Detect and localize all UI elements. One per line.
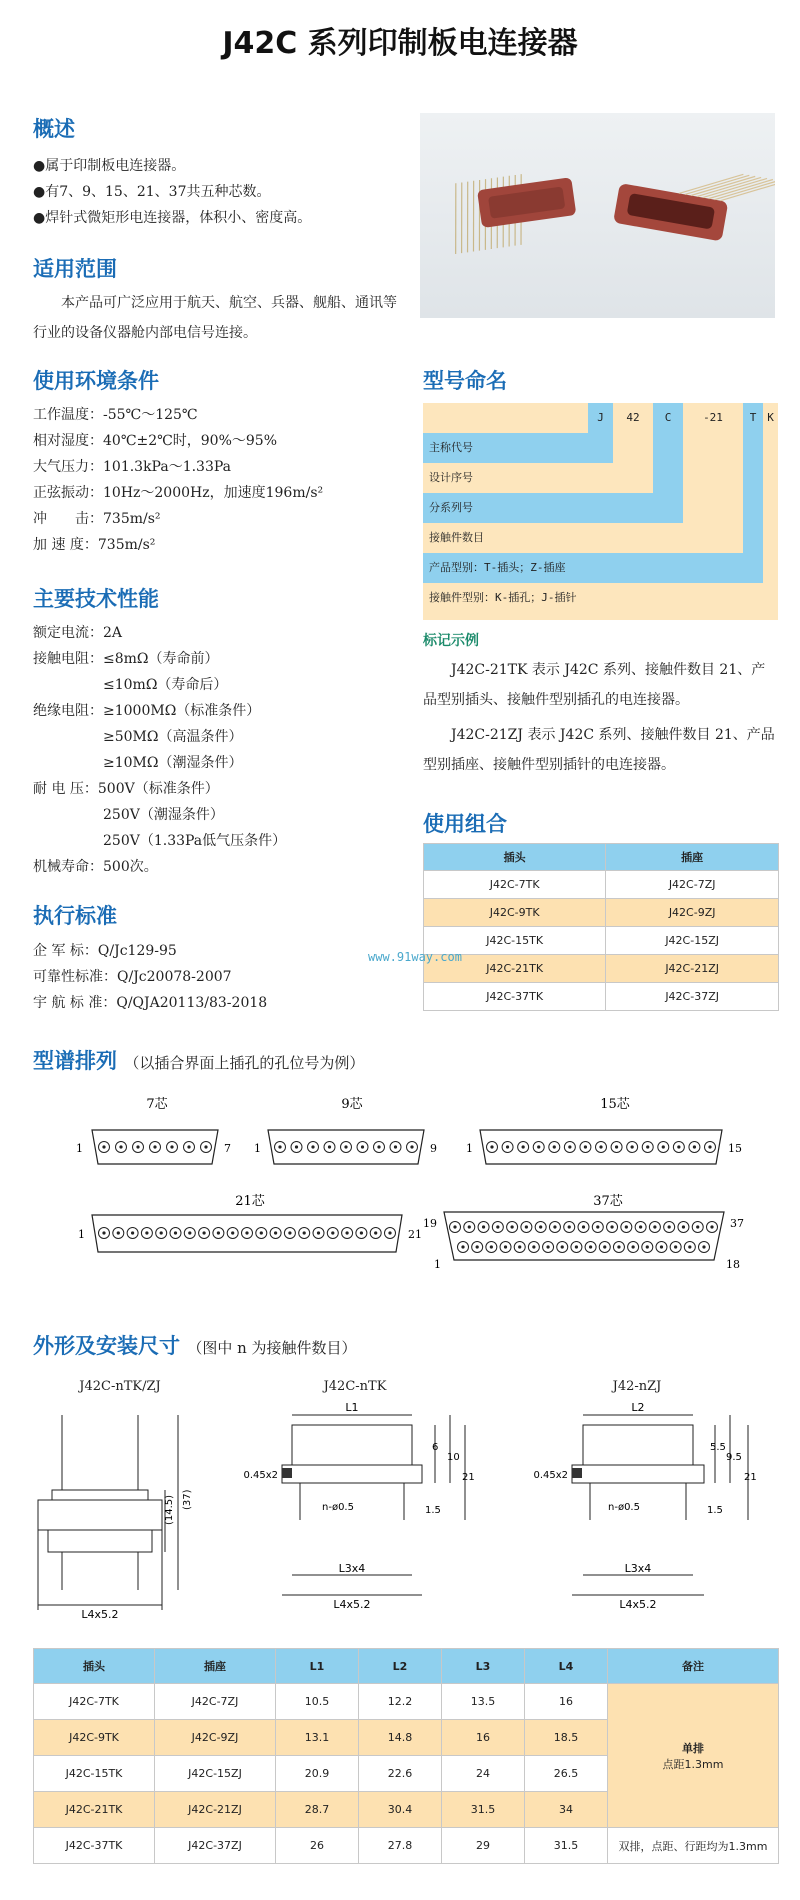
naming-code: -21 (703, 411, 723, 424)
environment-list (33, 402, 323, 558)
pin-dot (506, 1145, 509, 1148)
combination-heading: 使用组合 (423, 812, 507, 836)
pin-dot (490, 1145, 493, 1148)
combination-table (423, 843, 779, 1011)
layout-heading-text: 型谱排列 (33, 1049, 117, 1073)
table-cell: J42C-37TK (34, 1828, 155, 1864)
connector-photo-image (420, 113, 775, 318)
dim-label: (37) (182, 1489, 193, 1510)
table-cell: 30.4 (359, 1792, 442, 1828)
pin-dot (453, 1225, 456, 1228)
table-cell: J42C-37ZJ (606, 983, 779, 1011)
note-line: 单排 (682, 1741, 704, 1755)
pin-dot (525, 1225, 528, 1228)
pin-label: 37 (730, 1217, 744, 1230)
pin-dot (617, 1245, 620, 1248)
standards-item: 宇 航 标 准：Q/QJA20113/83-2018 (33, 995, 268, 1011)
pin-dot (568, 1145, 571, 1148)
drawing-side-view (38, 1415, 178, 1610)
dimensions-heading (33, 1330, 357, 1360)
pin-dot (639, 1225, 642, 1228)
table-row (424, 983, 779, 1011)
performance-item: ≤10mΩ（寿命后） (33, 677, 228, 693)
naming-code: J (597, 411, 604, 424)
pin-dot (599, 1145, 602, 1148)
table-cell: J42C-15TK (424, 927, 606, 955)
dim-label: 9.5 (726, 1452, 742, 1463)
pin-layout-diagrams (0, 1090, 800, 1290)
chamfer-mark (282, 1468, 292, 1478)
pin-dot (632, 1245, 635, 1248)
table-cell: J42C-9TK (34, 1720, 155, 1756)
environment-item: 工作温度：-55℃～125℃ (33, 407, 198, 423)
pin-dot (361, 1145, 364, 1148)
pin-dot (188, 1231, 191, 1234)
pin-dot (561, 1245, 564, 1248)
page-title: J42C 系列印制板电连接器 (222, 26, 578, 61)
pin-dot (203, 1231, 206, 1234)
connector-7-pins (99, 1142, 212, 1153)
table-cell: J42C-37ZJ (155, 1828, 276, 1864)
pin-dot (187, 1145, 190, 1148)
dimension-drawings (0, 1370, 800, 1630)
dim-label: 6 (432, 1442, 439, 1453)
column-header: L1 (276, 1649, 359, 1684)
pin-dot (504, 1245, 507, 1248)
table-row (424, 955, 779, 983)
dim-label: 5.5 (710, 1442, 726, 1453)
drawing-title: J42C-nTK (323, 1379, 387, 1394)
column-header: 插座 (606, 844, 779, 871)
table-cell: 10.5 (276, 1684, 359, 1720)
pin-dot (374, 1231, 377, 1234)
column-header: L4 (525, 1649, 608, 1684)
pin-dot (377, 1145, 380, 1148)
table-row (424, 871, 779, 899)
pin-dot (646, 1145, 649, 1148)
naming-code: C (664, 411, 672, 424)
pin-label: 1 (434, 1258, 441, 1271)
performance-item: 250V（1.33Pa低气压条件） (33, 833, 287, 849)
column-header: 插头 (424, 844, 606, 871)
pin-dot (260, 1231, 263, 1234)
pin-dot (496, 1225, 499, 1228)
table-cell: J42C-9ZJ (155, 1720, 276, 1756)
standards-item: 企 军 标：Q/Jc129-95 (33, 943, 177, 959)
environment-item: 加 速 度：735m/s² (33, 537, 156, 553)
pin-dot (615, 1145, 618, 1148)
dim-label: L4x5.2 (81, 1608, 119, 1621)
naming-code: T (749, 411, 757, 424)
dim-label: 1.5 (425, 1505, 441, 1516)
pin-dot (360, 1231, 363, 1234)
pin-dot (522, 1145, 525, 1148)
table-cell: 20.9 (276, 1756, 359, 1792)
drawing-title: J42C-nTK/ZJ (79, 1379, 161, 1394)
pin-dot (328, 1145, 331, 1148)
dim-label: L4x5.2 (619, 1598, 657, 1611)
table-cell: J42C-21TK (424, 955, 606, 983)
chamfer-mark (572, 1468, 582, 1478)
scope-text: 本产品可广泛应用于航天、航空、兵器、舰船、通讯等行业的设备仪器舱内部电信号连接。 (33, 295, 397, 341)
pin-dot (394, 1145, 397, 1148)
table-cell: 28.7 (276, 1792, 359, 1828)
dim-label: L3x4 (624, 1562, 652, 1575)
watermark: www.91way.com (368, 950, 462, 964)
pin-dot (511, 1225, 514, 1228)
table-cell: 12.2 (359, 1684, 442, 1720)
pin-dot (532, 1245, 535, 1248)
pin-dot (410, 1145, 413, 1148)
overview-item: ●焊针式微矩形电连接器，体积小、密度高。 (33, 210, 312, 226)
pin-dot (589, 1245, 592, 1248)
pin-dot (231, 1231, 234, 1234)
pin-dot (568, 1225, 571, 1228)
performance-item: ≥10MΩ（潮湿条件） (33, 755, 243, 771)
table-row (424, 927, 779, 955)
standards-list (33, 938, 267, 1016)
naming-row: 分系列号 (423, 493, 683, 523)
environment-heading: 使用环境条件 (33, 369, 159, 393)
pin-dot (136, 1145, 139, 1148)
naming-code: K (767, 411, 774, 424)
pin-dot (677, 1145, 680, 1148)
pin-label: 1 (466, 1142, 473, 1155)
pin-dot (331, 1231, 334, 1234)
dim-label: L2 (631, 1401, 645, 1414)
pin-dot (153, 1145, 156, 1148)
pin-dot (288, 1231, 291, 1234)
pin-dot (119, 1145, 122, 1148)
pin-dot (102, 1231, 105, 1234)
pin-dot (102, 1145, 105, 1148)
drawing-title: J42-nZJ (612, 1379, 662, 1394)
product-photo (420, 113, 775, 318)
table-cell: J42C-15TK (34, 1756, 155, 1792)
pin-dot (311, 1145, 314, 1148)
connector-9-pins (275, 1142, 418, 1153)
connector-21-label: 21芯 (235, 1194, 265, 1209)
pin-dot (174, 1231, 177, 1234)
pin-dot (688, 1245, 691, 1248)
table-cell: J42C-21ZJ (155, 1792, 276, 1828)
table-header-row (424, 844, 779, 871)
pin-dot (553, 1225, 556, 1228)
pin-label: 1 (76, 1142, 83, 1155)
dimensions-subheading: （图中 n 为接触件数目） (187, 1339, 357, 1357)
dim-label: L3x4 (338, 1562, 366, 1575)
table-cell: J42C-7ZJ (606, 871, 779, 899)
table-cell: J42C-7TK (424, 871, 606, 899)
table-cell: 34 (525, 1792, 608, 1828)
pin-label: 15 (728, 1142, 742, 1155)
environment-item: 正弦振动：10Hz～2000Hz，加速度196m/s² (33, 485, 324, 501)
naming-row: 产品型别：T-插头；Z-插座 (423, 553, 763, 583)
dim-label: 21 (744, 1472, 757, 1483)
table-cell: J42C-9ZJ (606, 899, 779, 927)
performance-item: 额定电流：2A (33, 625, 123, 641)
table-cell: 18.5 (525, 1720, 608, 1756)
pin-dot (537, 1145, 540, 1148)
pin-dot (546, 1245, 549, 1248)
layout-heading (33, 1045, 364, 1075)
pin-dot (346, 1231, 349, 1234)
table-cell: J42C-21TK (34, 1792, 155, 1828)
table-cell: J42C-21ZJ (606, 955, 779, 983)
pin-dot (317, 1231, 320, 1234)
naming-row: 接触件数目 (429, 531, 484, 544)
pin-dot (610, 1225, 613, 1228)
layout-subheading: （以插合界面上插孔的孔位号为例） (124, 1054, 365, 1072)
pin-dot (584, 1145, 587, 1148)
table-header-row (34, 1649, 779, 1684)
overview-item: ●有7、9、15、21、37共五种芯数。 (33, 184, 271, 200)
table-cell: 22.6 (359, 1756, 442, 1792)
column-header: 备注 (608, 1649, 779, 1684)
pin-label: 9 (430, 1142, 437, 1155)
pin-dot (646, 1245, 649, 1248)
pin-dot (278, 1145, 281, 1148)
pin-dot (603, 1245, 606, 1248)
table-cell: 16 (525, 1684, 608, 1720)
pin-dot (553, 1145, 556, 1148)
pin-dot (518, 1245, 521, 1248)
dim-label: 0.45x2 (533, 1470, 568, 1481)
overview-heading: 概述 (33, 117, 75, 141)
pin-dot (274, 1231, 277, 1234)
performance-item: 机械寿命：500次。 (33, 859, 158, 875)
performance-item: 接触电阻：≤8mΩ（寿命前） (33, 651, 219, 667)
note-cell: 双排，点距、行距均为1.3mm (608, 1828, 779, 1864)
example-heading: 标记示例 (423, 633, 479, 649)
pin-dot (170, 1145, 173, 1148)
pin-dot (674, 1245, 677, 1248)
pin-dot (490, 1245, 493, 1248)
pin-dot (204, 1145, 207, 1148)
pin-dot (217, 1231, 220, 1234)
pin-dot (117, 1231, 120, 1234)
note-line: 点距1.3mm (662, 1757, 724, 1771)
pin-dot (476, 1245, 479, 1248)
pin-label: 18 (726, 1258, 740, 1271)
pin-dot (482, 1225, 485, 1228)
table-cell: 29 (442, 1828, 525, 1864)
standards-item: 可靠性标准：Q/Jc20078-2007 (33, 969, 232, 985)
table-cell: J42C-37TK (424, 983, 606, 1011)
table-cell: 16 (442, 1720, 525, 1756)
connector-37-shell (444, 1212, 724, 1260)
connector-37-label: 37芯 (593, 1194, 623, 1209)
table-cell: J42C-7ZJ (155, 1684, 276, 1720)
naming-code: 42 (626, 411, 640, 424)
example-paragraph-1: J42C-21TK 表示 J42C 系列、接触件数目 21、产品型别插头、接触件型别插孔的电连接器。 (423, 662, 766, 708)
table-cell: 31.5 (442, 1792, 525, 1828)
performance-item: 耐 电 压：500V（标准条件） (33, 781, 219, 797)
pin-dot (344, 1145, 347, 1148)
dim-label: 21 (462, 1472, 475, 1483)
pin-dot (653, 1225, 656, 1228)
connector-9-label: 9芯 (341, 1097, 363, 1112)
connector-37-pins (450, 1222, 718, 1253)
table-cell: J42C-15ZJ (606, 927, 779, 955)
naming-row: 主称代号 (423, 433, 613, 463)
dim-label: 10 (447, 1452, 460, 1463)
pin-dot (145, 1231, 148, 1234)
connector-21-pins (99, 1228, 396, 1239)
pin-dot (295, 1145, 298, 1148)
overview-list (33, 153, 311, 231)
pin-dot (662, 1145, 665, 1148)
naming-row: 接触件型别：K-插孔；J-插针 (429, 591, 577, 604)
pin-dot (303, 1231, 306, 1234)
dimensions-heading-text: 外形及安装尺寸 (33, 1334, 180, 1358)
table-cell: 14.8 (359, 1720, 442, 1756)
pin-dot (575, 1245, 578, 1248)
table-cell: J42C-9TK (424, 899, 606, 927)
pin-dot (631, 1145, 634, 1148)
pin-dot (131, 1231, 134, 1234)
overview-item: ●属于印制板电连接器。 (33, 158, 186, 174)
pin-dot (245, 1231, 248, 1234)
table-cell: 13.1 (276, 1720, 359, 1756)
pin-dot (539, 1225, 542, 1228)
dim-label: n-ø0.5 (608, 1502, 640, 1513)
environment-item: 相对湿度：40℃±2℃时，90%～95% (33, 433, 278, 449)
pin-dot (702, 1245, 705, 1248)
table-cell: 26 (276, 1828, 359, 1864)
table-cell: 31.5 (525, 1828, 608, 1864)
dim-label: 0.45x2 (243, 1470, 278, 1481)
dim-label: 1.5 (707, 1505, 723, 1516)
example-paragraph-2: J42C-21ZJ 表示 J42C 系列、接触件数目 21、产品型别插座、接触件型别插针的电连接器。 (423, 727, 775, 773)
table-cell: J42C-7TK (34, 1684, 155, 1720)
table-cell: J42C-15ZJ (155, 1756, 276, 1792)
pin-label: 19 (423, 1217, 437, 1230)
pin-dot (708, 1145, 711, 1148)
note-cell (608, 1684, 779, 1828)
dim-label: L1 (345, 1401, 359, 1414)
pin-dot (596, 1225, 599, 1228)
connector-15-label: 15芯 (600, 1097, 630, 1112)
dim-label: L4x5.2 (333, 1598, 371, 1611)
pin-dot (693, 1145, 696, 1148)
pin-dot (660, 1245, 663, 1248)
pin-dot (468, 1225, 471, 1228)
performance-list (33, 620, 286, 880)
naming-heading: 型号命名 (423, 369, 507, 393)
dim-label: (14.5) (164, 1494, 175, 1525)
table-row (34, 1828, 779, 1864)
pin-label: 1 (254, 1142, 261, 1155)
naming-diagram (423, 403, 778, 620)
standards-heading: 执行标准 (33, 904, 117, 928)
table-row (34, 1684, 779, 1720)
scope-heading: 适用范围 (33, 257, 117, 281)
pin-dot (461, 1245, 464, 1248)
pin-dot (668, 1225, 671, 1228)
performance-item: 250V（潮湿条件） (33, 807, 224, 823)
pin-dot (682, 1225, 685, 1228)
pin-dot (160, 1231, 163, 1234)
pin-dot (696, 1225, 699, 1228)
table-cell: 26.5 (525, 1756, 608, 1792)
column-header: L2 (359, 1649, 442, 1684)
pin-label: 1 (78, 1228, 85, 1241)
pin-dot (582, 1225, 585, 1228)
table-row (424, 899, 779, 927)
column-header: 插座 (155, 1649, 276, 1684)
table-cell: 13.5 (442, 1684, 525, 1720)
table-cell: 24 (442, 1756, 525, 1792)
pin-dot (710, 1225, 713, 1228)
connector-15-pins (487, 1142, 716, 1153)
pin-label: 7 (224, 1142, 231, 1155)
dimension-table (33, 1648, 779, 1864)
performance-heading: 主要技术性能 (33, 587, 159, 611)
pin-dot (388, 1231, 391, 1234)
dim-label: n-ø0.5 (322, 1502, 354, 1513)
performance-item: ≥50MΩ（高温条件） (33, 729, 243, 745)
naming-row: 设计序号 (429, 471, 473, 484)
environment-item: 冲 击：735m/s² (33, 511, 161, 527)
pin-dot (625, 1225, 628, 1228)
connector-7-label: 7芯 (146, 1097, 168, 1112)
pin-label: 21 (408, 1228, 422, 1241)
environment-item: 大气压力：101.3kPa～1.33Pa (33, 459, 232, 475)
column-header: L3 (442, 1649, 525, 1684)
performance-item: 绝缘电阻：≥1000MΩ（标准条件） (33, 703, 261, 719)
table-cell: 27.8 (359, 1828, 442, 1864)
column-header: 插头 (34, 1649, 155, 1684)
